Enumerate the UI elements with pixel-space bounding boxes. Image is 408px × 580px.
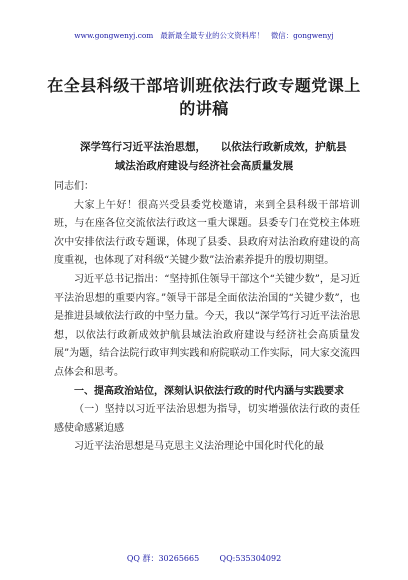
paragraph-2: 习近平总书记指出：“坚持抓住领导干部这个“关键少数”，是习近平法治思想的重要内容。”领导干部是全面依法治国的“关键少数”，也是推进县域依法行政的中坚力量。今天，我以“深学笃行习近平法治思想，以依法行政新成效护航县域法治政府建设与经济社会高质量发展”为题，结合法院行政审判实践和府院联动工作实际，同大家交流四点体会和思考。	[54, 273, 360, 378]
wechat-id: 微信：gongwenyj	[270, 31, 334, 40]
document-body	[54, 178, 360, 457]
document-subtitle	[44, 138, 364, 176]
site-slogan: 最新最全最专业的公文资料库！	[160, 31, 264, 40]
paragraph-1: 大家上午好！很高兴受县委党校邀请，来到全县科级干部培训班，与在座各位交流依法行政这一重大课题。县委专门在党校主体班次中安排依法行政专题课，体现了县委、县政府对法治政府建设的高度重视，也体现了对科级“关键少数”法治素养提升的殷切期望。	[54, 199, 360, 267]
site-header	[0, 30, 408, 41]
qq-number: QQ:535304092	[219, 554, 282, 563]
document-title: 在全县科级干部培训班依法行政专题党课上的讲稿	[47, 76, 361, 118]
section-heading-1: 一、提高政治站位，深刻认识依法行政的时代内涵与实践要求	[74, 385, 344, 397]
paragraph-3: 习近平法治思想是马克思主义法治理论中国化时代化的最	[74, 441, 324, 453]
subsection-heading-1-1: （一）坚持以习近平法治思想为指导，切实增强依法行政的责任感使命感紧迫感	[54, 404, 360, 434]
site-url-link[interactable]: www.gongwenyj.com	[74, 31, 154, 40]
page-footer	[0, 553, 408, 564]
qq-group: QQ 群：30265665	[126, 554, 200, 563]
subtitle-line-2: 域法治政府建设与经济社会高质量发展	[114, 160, 294, 172]
subtitle-line-1: 深学笃行习近平法治思想， 以依法行政新成效，护航县	[80, 141, 347, 153]
salutation: 同志们：	[54, 181, 94, 192]
